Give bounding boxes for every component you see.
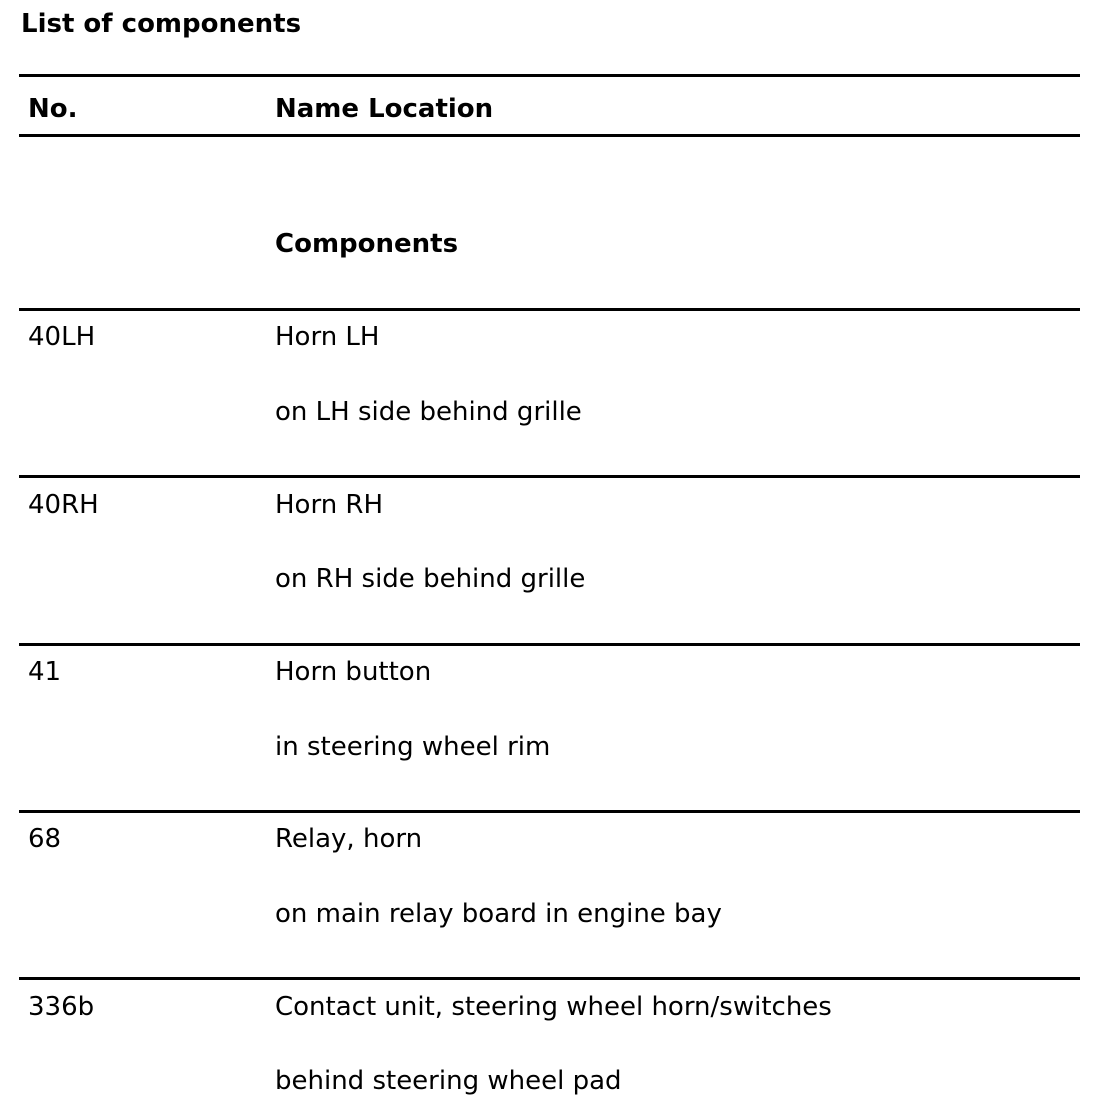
- row-no: 40RH: [28, 490, 99, 520]
- row-location: on main relay board in engine bay: [275, 899, 722, 929]
- row-name: Horn LH: [275, 322, 380, 352]
- header-name-location: Name Location: [275, 94, 494, 124]
- row-location: on LH side behind grille: [275, 397, 582, 427]
- header-bottom-rule: [19, 134, 1080, 137]
- table-top-rule: [19, 74, 1080, 77]
- row-no: 41: [28, 657, 62, 687]
- row-rule: [19, 308, 1080, 311]
- row-name: Horn button: [275, 657, 432, 687]
- row-location: in steering wheel rim: [275, 732, 551, 762]
- row-name: Relay, horn: [275, 824, 423, 854]
- header-no: No.: [28, 94, 78, 124]
- row-rule: [19, 977, 1080, 980]
- row-no: 40LH: [28, 322, 96, 352]
- row-location: on RH side behind grille: [275, 564, 586, 594]
- row-rule: [19, 810, 1080, 813]
- row-no: 336b: [28, 992, 95, 1022]
- row-no: 68: [28, 824, 62, 854]
- document-title: List of components: [21, 9, 302, 39]
- row-rule: [19, 475, 1080, 478]
- row-location: behind steering wheel pad: [275, 1066, 622, 1096]
- row-name: Contact unit, steering wheel horn/switches: [275, 992, 832, 1022]
- section-label: Components: [275, 229, 459, 259]
- row-name: Horn RH: [275, 490, 384, 520]
- row-rule: [19, 643, 1080, 646]
